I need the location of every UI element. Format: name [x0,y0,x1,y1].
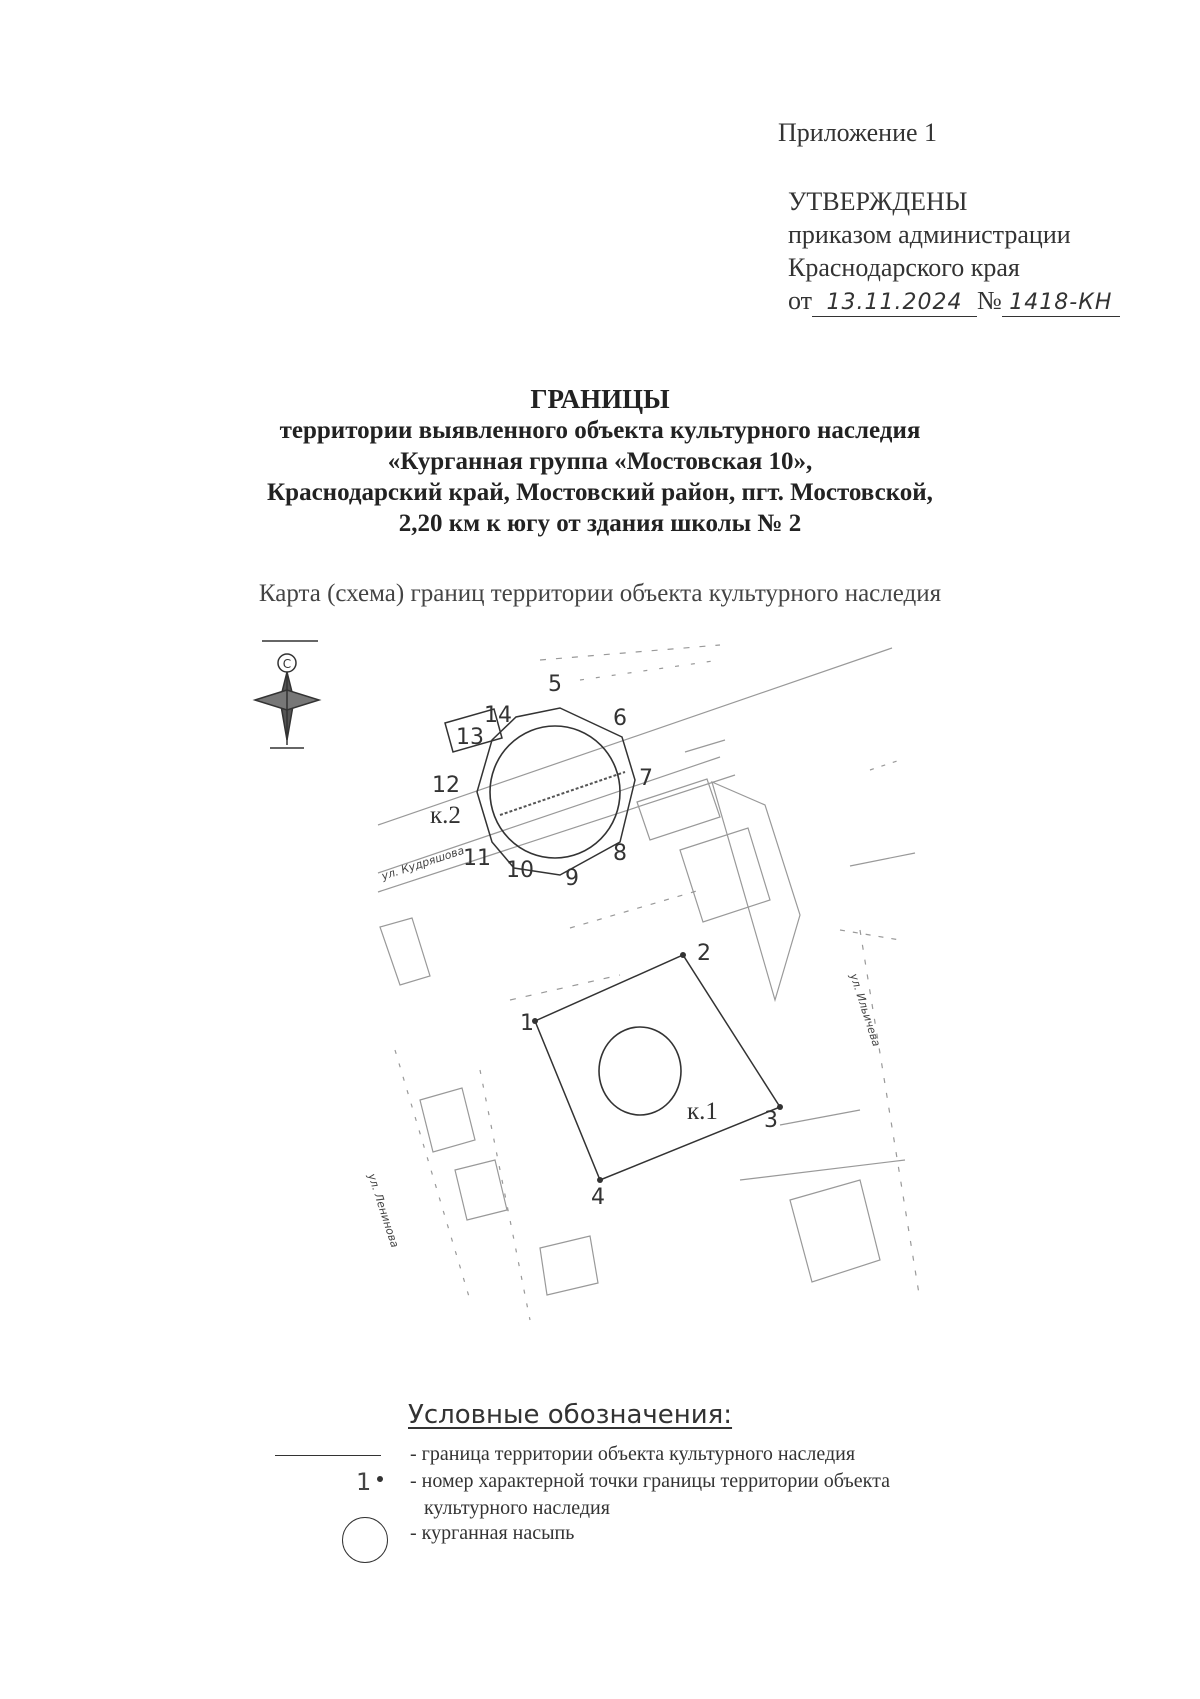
mound-k1 [599,1027,681,1115]
point-label: 14 [484,703,512,728]
appendix-label: Приложение 1 [778,118,938,147]
legend-point-text-1: - номер характерной точки границы территории объекта [410,1470,890,1492]
title-line-4: 2,20 км к югу от здания школы № 2 [398,510,802,537]
approved-label: УТВЕРЖДЕНЫ [788,187,968,216]
handwritten-number: 1418-КН [1002,290,1120,317]
legend-point-text-2: культурного наследия [424,1497,610,1519]
title-line-2: «Курганная группа «Мостовская 10», [387,448,813,475]
point-label: 10 [506,858,534,883]
point-label: 1 [520,1011,534,1036]
mound-k2 [490,726,620,858]
point-label: 12 [432,773,460,798]
order-line-2: Краснодарского края [788,253,1020,282]
point-label: 6 [613,706,627,731]
legend-point-dot-icon [377,1476,383,1482]
legend-mound-circle-icon [342,1517,388,1563]
point-label: 11 [463,846,491,871]
legend-boundary-text: - граница территории объекта культурного наследия [410,1443,856,1465]
point-label: 13 [456,725,484,750]
legend-boundary-symbol [275,1455,381,1456]
north-marker: С [282,657,292,671]
boundary-points-k1 [532,952,783,1183]
title-line-1: территории выявленного объекта культурного наследия [279,417,921,444]
point-label: 4 [591,1185,605,1210]
point-label: 2 [697,941,711,966]
street-label-kudryashova: ул. Кудряшова [379,843,466,883]
map-caption: Карта (схема) границ территории объекта культурного наследия [258,580,942,607]
date-prefix: от [788,286,813,315]
title-main: ГРАНИЦЫ [530,384,670,414]
point-label: 5 [548,672,562,697]
mound-label-k1: к.1 [687,1098,718,1125]
order-line-1: приказом администрации [788,220,1071,249]
handwritten-date: 13.11.2024 [812,290,977,317]
boundary-k1 [535,955,780,1180]
mound-label-k2: к.2 [430,802,461,829]
point-label: 9 [565,866,579,891]
point-label: 7 [639,766,653,791]
title-line-3: Краснодарский край, Мостовский район, пгт. Мостовской, [267,479,933,506]
legend-title: Условные обозначения: [408,1400,733,1430]
street-label-ilicheva: ул. Ильичева [847,971,883,1049]
street-label-leninova: ул. Ленинова [365,1171,402,1250]
road-through-k2 [500,772,625,815]
legend-mound-text: - курганная насыпь [410,1522,575,1544]
point-label: 8 [613,841,627,866]
number-prefix: № [977,286,1002,315]
legend-point-symbol: 1 [356,1468,372,1496]
point-label: 3 [764,1108,778,1133]
